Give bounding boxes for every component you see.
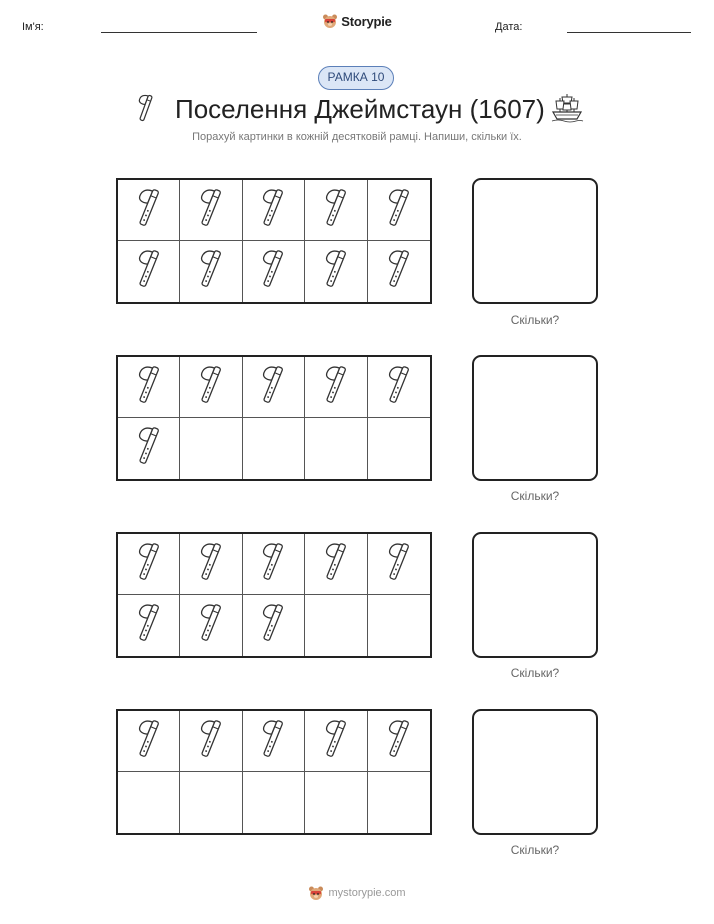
frame-cell: [118, 418, 180, 479]
axe-icon: [129, 601, 169, 650]
instructions: Порахуй картинки в кожній десятковій рамці. Напиши, скільки їх.: [192, 131, 522, 143]
axe-icon: [191, 601, 231, 650]
axe-icon: [253, 540, 293, 589]
axe-icon: [253, 601, 293, 650]
axe-icon: [316, 186, 356, 235]
frame-cell: [243, 534, 305, 595]
axe-icon: [253, 363, 293, 412]
frame-cell: [180, 241, 242, 302]
axe-icon: [379, 247, 419, 296]
frame-cell: [368, 711, 430, 772]
axe-icon: [191, 717, 231, 766]
frame-cell: [118, 595, 180, 656]
bear-icon: [308, 885, 324, 901]
frame-cell: [243, 595, 305, 656]
frame-cell: [305, 772, 367, 833]
answer-box-1[interactable]: [472, 178, 598, 304]
frame-cell: [180, 595, 242, 656]
axe-icon: [129, 363, 169, 412]
frame-cell: [118, 772, 180, 833]
frame-cell: [118, 241, 180, 302]
frame-badge: РАМКА 10: [318, 66, 394, 90]
frame-cell: [118, 357, 180, 418]
frame-cell: [243, 180, 305, 241]
ship-icon: [550, 91, 584, 123]
frame-cell: [243, 418, 305, 479]
axe-icon: [316, 540, 356, 589]
axe-icon: [379, 186, 419, 235]
question-label-1: Скільки?: [510, 313, 560, 327]
bear-icon: [322, 13, 338, 29]
frame-cell: [368, 534, 430, 595]
frame-cell: [305, 357, 367, 418]
frame-cell: [305, 180, 367, 241]
answer-box-3[interactable]: [472, 532, 598, 658]
axe-icon: [129, 717, 169, 766]
ten-frame-1: [116, 178, 432, 304]
axe-icon: [316, 247, 356, 296]
frame-cell: [118, 180, 180, 241]
axe-icon: [131, 92, 161, 124]
footer: [0, 885, 714, 906]
frame-cell: [368, 180, 430, 241]
axe-icon: [253, 186, 293, 235]
frame-cell: [243, 357, 305, 418]
frame-cell: [118, 534, 180, 595]
question-label-4: Скільки?: [510, 843, 560, 857]
date-label: Дата:: [495, 21, 523, 33]
axe-icon: [191, 247, 231, 296]
ten-frame-3: [116, 532, 432, 658]
axe-icon: [253, 247, 293, 296]
frame-cell: [180, 711, 242, 772]
frame-cell: [305, 711, 367, 772]
frame-cell: [305, 534, 367, 595]
question-label-3: Скільки?: [510, 666, 560, 680]
frame-cell: [368, 241, 430, 302]
axe-icon: [191, 363, 231, 412]
axe-icon: [129, 424, 169, 473]
answer-box-4[interactable]: [472, 709, 598, 835]
frame-cell: [180, 772, 242, 833]
footer-url: mystorypie.com: [328, 887, 406, 899]
question-label-2: Скільки?: [510, 489, 560, 503]
frame-cell: [180, 180, 242, 241]
axe-icon: [379, 363, 419, 412]
frame-cell: [305, 595, 367, 656]
axe-icon: [253, 717, 293, 766]
frame-cell: [368, 772, 430, 833]
frame-cell: [368, 418, 430, 479]
axe-icon: [379, 540, 419, 589]
frame-cell: [305, 418, 367, 479]
frame-cell: [180, 418, 242, 479]
brand-name: Storypie: [341, 13, 392, 29]
ten-frame-2: [116, 355, 432, 481]
date-line[interactable]: [567, 32, 691, 33]
page-title: Поселення Джеймстаун (1607): [175, 94, 545, 124]
frame-cell: [368, 595, 430, 656]
axe-icon: [191, 540, 231, 589]
frame-cell: [305, 241, 367, 302]
name-label: Ім'я:: [22, 21, 44, 33]
frame-cell: [180, 357, 242, 418]
axe-icon: [191, 186, 231, 235]
frame-cell: [180, 534, 242, 595]
answer-box-2[interactable]: [472, 355, 598, 481]
brand-logo: [0, 13, 714, 34]
frame-cell: [243, 711, 305, 772]
axe-icon: [316, 717, 356, 766]
axe-icon: [129, 247, 169, 296]
frame-cell: [118, 711, 180, 772]
axe-icon: [129, 540, 169, 589]
frame-cell: [368, 357, 430, 418]
axe-icon: [379, 717, 419, 766]
frame-cell: [243, 772, 305, 833]
axe-icon: [316, 363, 356, 412]
ten-frame-4: [116, 709, 432, 835]
frame-cell: [243, 241, 305, 302]
axe-icon: [129, 186, 169, 235]
